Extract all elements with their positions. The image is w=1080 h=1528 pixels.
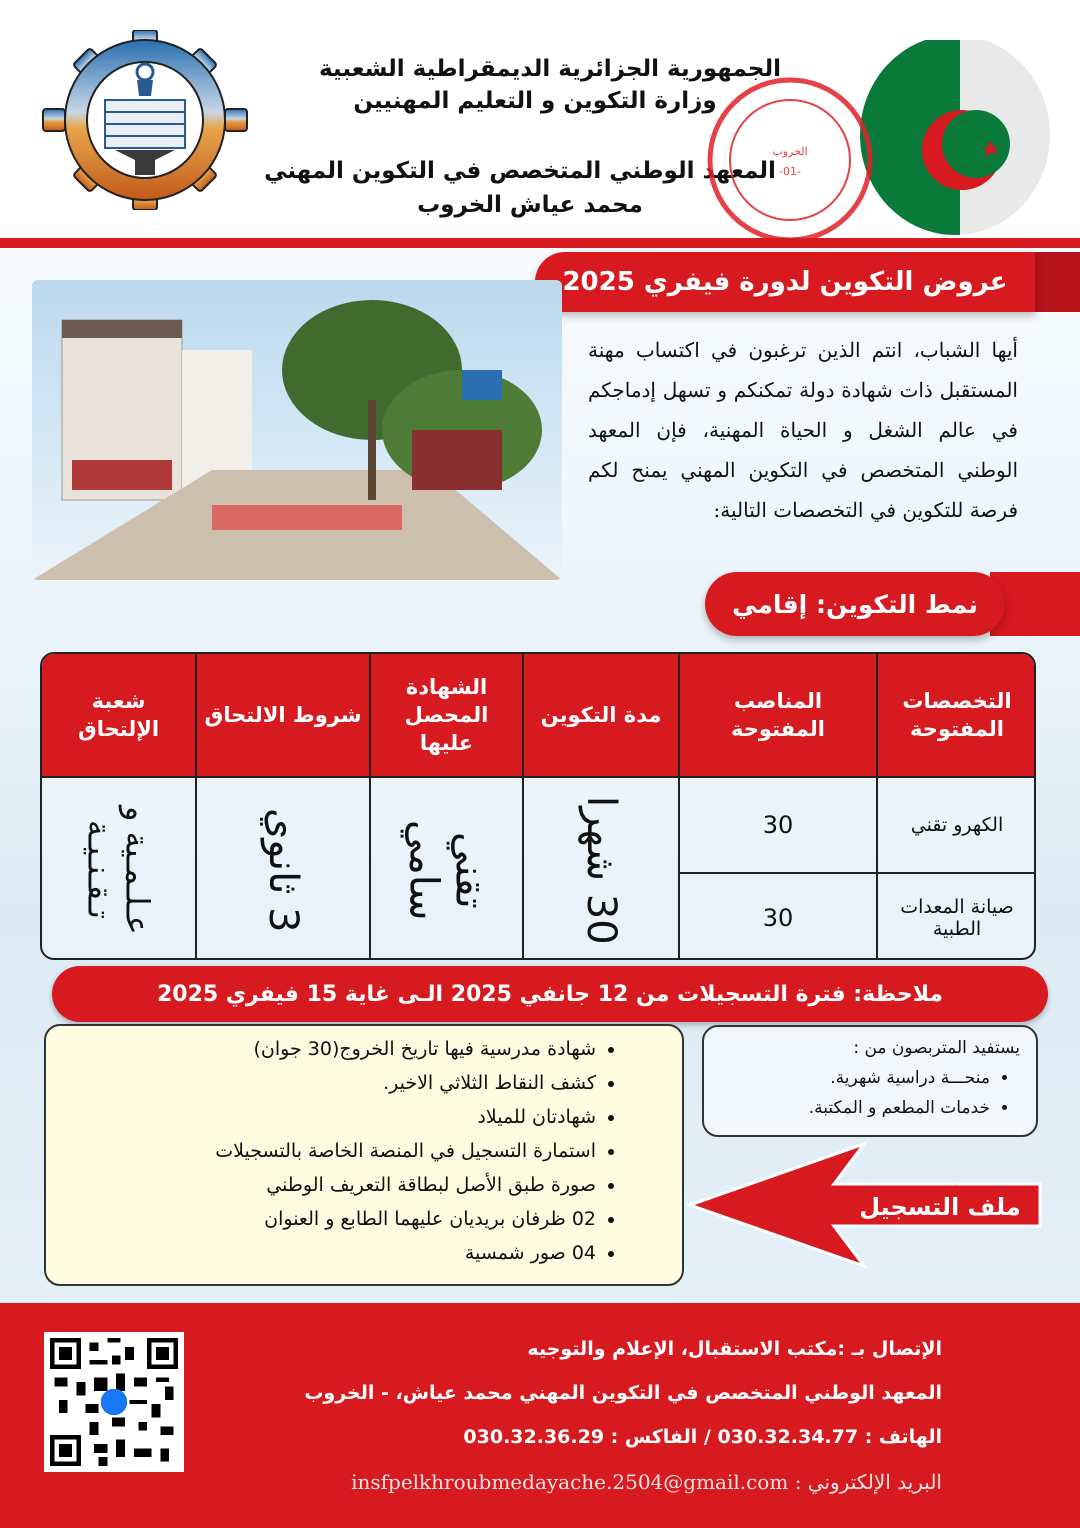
qr-code-icon[interactable] (44, 1332, 184, 1472)
institute-gear-logo-icon (40, 30, 250, 210)
row-positions: 30 (762, 904, 794, 932)
footer-email (351, 1470, 942, 1494)
document-item: • شهادتان للميلاد (64, 1100, 596, 1134)
certificate-value: تقني سامي (400, 819, 493, 921)
document-item: • كشف النقاط الثلاثي الاخير. (64, 1066, 596, 1100)
conditions-value: 3 ثانوي (260, 807, 306, 933)
benefit-item: • خدمات المطعم و المكتبة. (720, 1093, 990, 1123)
row-specialty: صيانة المعدات الطبية (900, 896, 1014, 940)
registration-file-label: ملف التسجيل (859, 1193, 1021, 1221)
offer-title: عروض التكوين لدورة فيفري 2025 (535, 252, 1035, 312)
header-positions: المناصب المفتوحة (731, 689, 825, 741)
header-specialties: التخصصات المفتوحة (902, 689, 1012, 741)
header-stream: شعبة الإلتحاق (77, 689, 160, 741)
header-conditions: شروط الالتحاق (204, 703, 362, 727)
document-item: • استمارة التسجيل في المنصة الخاصة بالتسجيلات (64, 1134, 596, 1168)
documents-box (44, 1024, 684, 1286)
republic-title: الجمهورية الجزائرية الديمقراطية الشعبية (318, 56, 782, 82)
intro-paragraph: أيها الشباب، انتم الذين ترغبون في اكتساب مهنة المستقبل ذات شهادة دولة تمكنكم و تسهل إدماجكم في عالم الشغل و الحياة المهنية، فإن المعهد الوطني المتخصص في التكوين المهني يمنح لكم فرصة للتكوين في التخصصات التالية: (588, 338, 1018, 522)
document-item: • شهادة مدرسية فيها تاريخ الخروج(30 جوان) (64, 1032, 596, 1066)
institute-name: محمد عياش الخروب (417, 192, 643, 218)
header-divider (0, 238, 1080, 248)
email-label: البريد الإلكتروني : (794, 1470, 942, 1494)
svg-text:-01-: -01- (779, 165, 801, 178)
document-item: • 04 صور شمسية (64, 1236, 596, 1270)
footer-address: المعهد الوطني المتخصص في التكوين المهني محمد عياش، - الخروب (304, 1382, 942, 1404)
row-specialty: الكهرو تقني (910, 814, 1004, 836)
specialties-table (40, 652, 1036, 960)
row-positions: 30 (762, 811, 794, 839)
algerian-flag-icon (690, 40, 1050, 240)
ministry-title: وزارة التكوين و التعليم المهنيين (353, 88, 717, 114)
registration-period-note: ملاحظة: فترة التسجيلات من 12 جانفي 2025 الـى غاية 15 فيفري 2025 (52, 966, 1048, 1022)
svg-text:الخروب: الخروب (772, 145, 808, 158)
email-link[interactable]: insfpelkhroubmedayache.2504@gmail.com (351, 1470, 789, 1494)
training-mode: نمط التكوين: إقامي (705, 572, 1005, 636)
official-seal-icon (710, 80, 870, 240)
header-certificate: الشهادة المحصل عليها (404, 675, 489, 755)
institute-photo (32, 280, 562, 580)
header-duration: مدة التكوين (540, 703, 662, 727)
benefit-item: • منحـــة دراسية شهرية. (720, 1063, 990, 1093)
document-item: • 02 ظرفان بريديان عليهما الطابع و العنوان (64, 1202, 596, 1236)
facebook-icon (101, 1389, 127, 1415)
benefits-title: يستفيد المتربصون من : (853, 1038, 1020, 1058)
contact-office: الإتصال بـ :مكتب الاستقبال، الإعلام والتوجيه (527, 1338, 942, 1360)
benefits-box (702, 1025, 1038, 1137)
document-item: • صورة طبق الأصل لبطاقة التعريف الوطني (64, 1168, 596, 1202)
duration-value: 30 شهرا (578, 795, 624, 945)
stream-value: عـلـمـية و تـقـنـيـة (80, 805, 157, 935)
footer-phones: الهاتف : 030.32.34.77 / الفاكس : 030.32.36.29 (463, 1426, 942, 1448)
institute-title: المعهد الوطني المتخصص في التكوين المهني (264, 158, 776, 184)
